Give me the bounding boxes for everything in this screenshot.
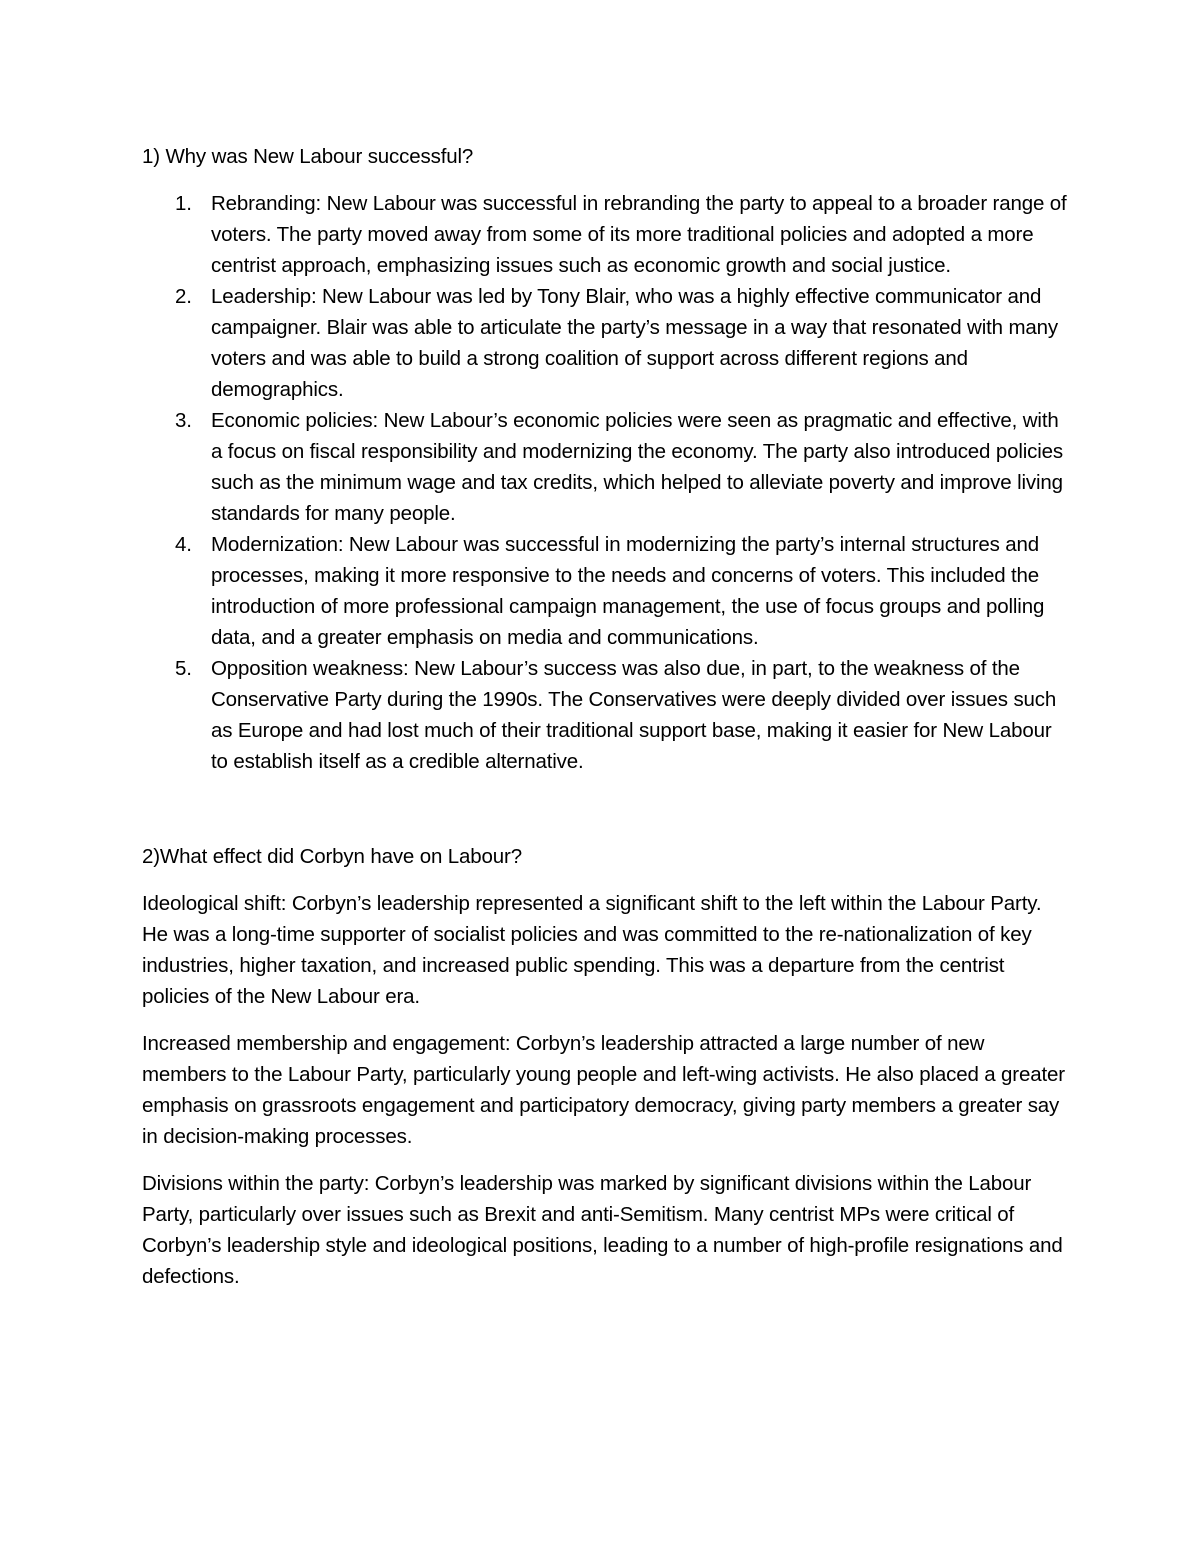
list-item-number: 1.: [175, 192, 192, 215]
section-2-heading: 2)What effect did Corbyn have on Labour?: [142, 845, 522, 868]
list-item-text: Modernization: New Labour was successful in modernizing the party’s internal structures and processes, making it more responsive to the needs and concerns of voters. This included the introduction of more professional campaign management, the use of focus groups and polling data, and a greater emphasis on media and communications.: [211, 533, 1045, 649]
section-1-heading: 1) Why was New Labour successful?: [142, 145, 474, 168]
list-item-text: Leadership: New Labour was led by Tony Blair, who was a highly effective communicator and campaigner. Blair was able to articulate the party’s message in a way that resonated with many voters and was able to build a strong coalition of support across different regions and demographics.: [211, 285, 1058, 401]
success-reasons-list: [142, 188, 1067, 777]
list-item: [142, 653, 1067, 777]
list-item: [142, 529, 1067, 653]
paragraph-party-divisions: Divisions within the party: Corbyn’s leadership was marked by significant divisions within the Labour Party, particularly over issues such as Brexit and anti-Semitism. Many centrist MPs were critical of Corbyn’s leadership style and ideological positions, leading to a number of high-profile resignations and defections.: [142, 1172, 1063, 1288]
list-item-number: 2.: [175, 285, 192, 308]
list-item-number: 4.: [175, 533, 192, 556]
list-item: [142, 281, 1067, 405]
paragraph-ideological-shift: Ideological shift: Corbyn’s leadership represented a significant shift to the left within the Labour Party. He was a long-time supporter of socialist policies and was committed to the re-nationalization of key industries, higher taxation, and increased public spending. This was a departure from the centrist policies of the New Labour era.: [142, 892, 1042, 1008]
list-item: [142, 405, 1067, 529]
list-item-text: Rebranding: New Labour was successful in rebranding the party to appeal to a broader range of voters. The party moved away from some of its more traditional policies and adopted a more centrist approach, emphasizing issues such as economic growth and social justice.: [211, 192, 1067, 277]
list-item-number: 5.: [175, 657, 192, 680]
list-item-number: 3.: [175, 409, 192, 432]
list-item-text: Opposition weakness: New Labour’s success was also due, in part, to the weakness of the Conservative Party during the 1990s. The Conservatives were deeply divided over issues such as Europe and had lost much of their traditional support base, making it easier for New Labour to establish itself as a credible alternative.: [211, 657, 1057, 773]
document-body: [142, 141, 1067, 1292]
paragraph-membership-engagement: Increased membership and engagement: Corbyn’s leadership attracted a large number of new members to the Labour Party, particularly young people and left-wing activists. He also placed a greater emphasis on grassroots engagement and participatory democracy, giving party members a greater say in decision-making processes.: [142, 1032, 1065, 1148]
list-item-text: Economic policies: New Labour’s economic policies were seen as pragmatic and effective, with a focus on fiscal responsibility and modernizing the economy. The party also introduced policies such as the minimum wage and tax credits, which helped to alleviate poverty and improve living standards for many people.: [211, 409, 1064, 525]
list-item: [142, 188, 1067, 281]
